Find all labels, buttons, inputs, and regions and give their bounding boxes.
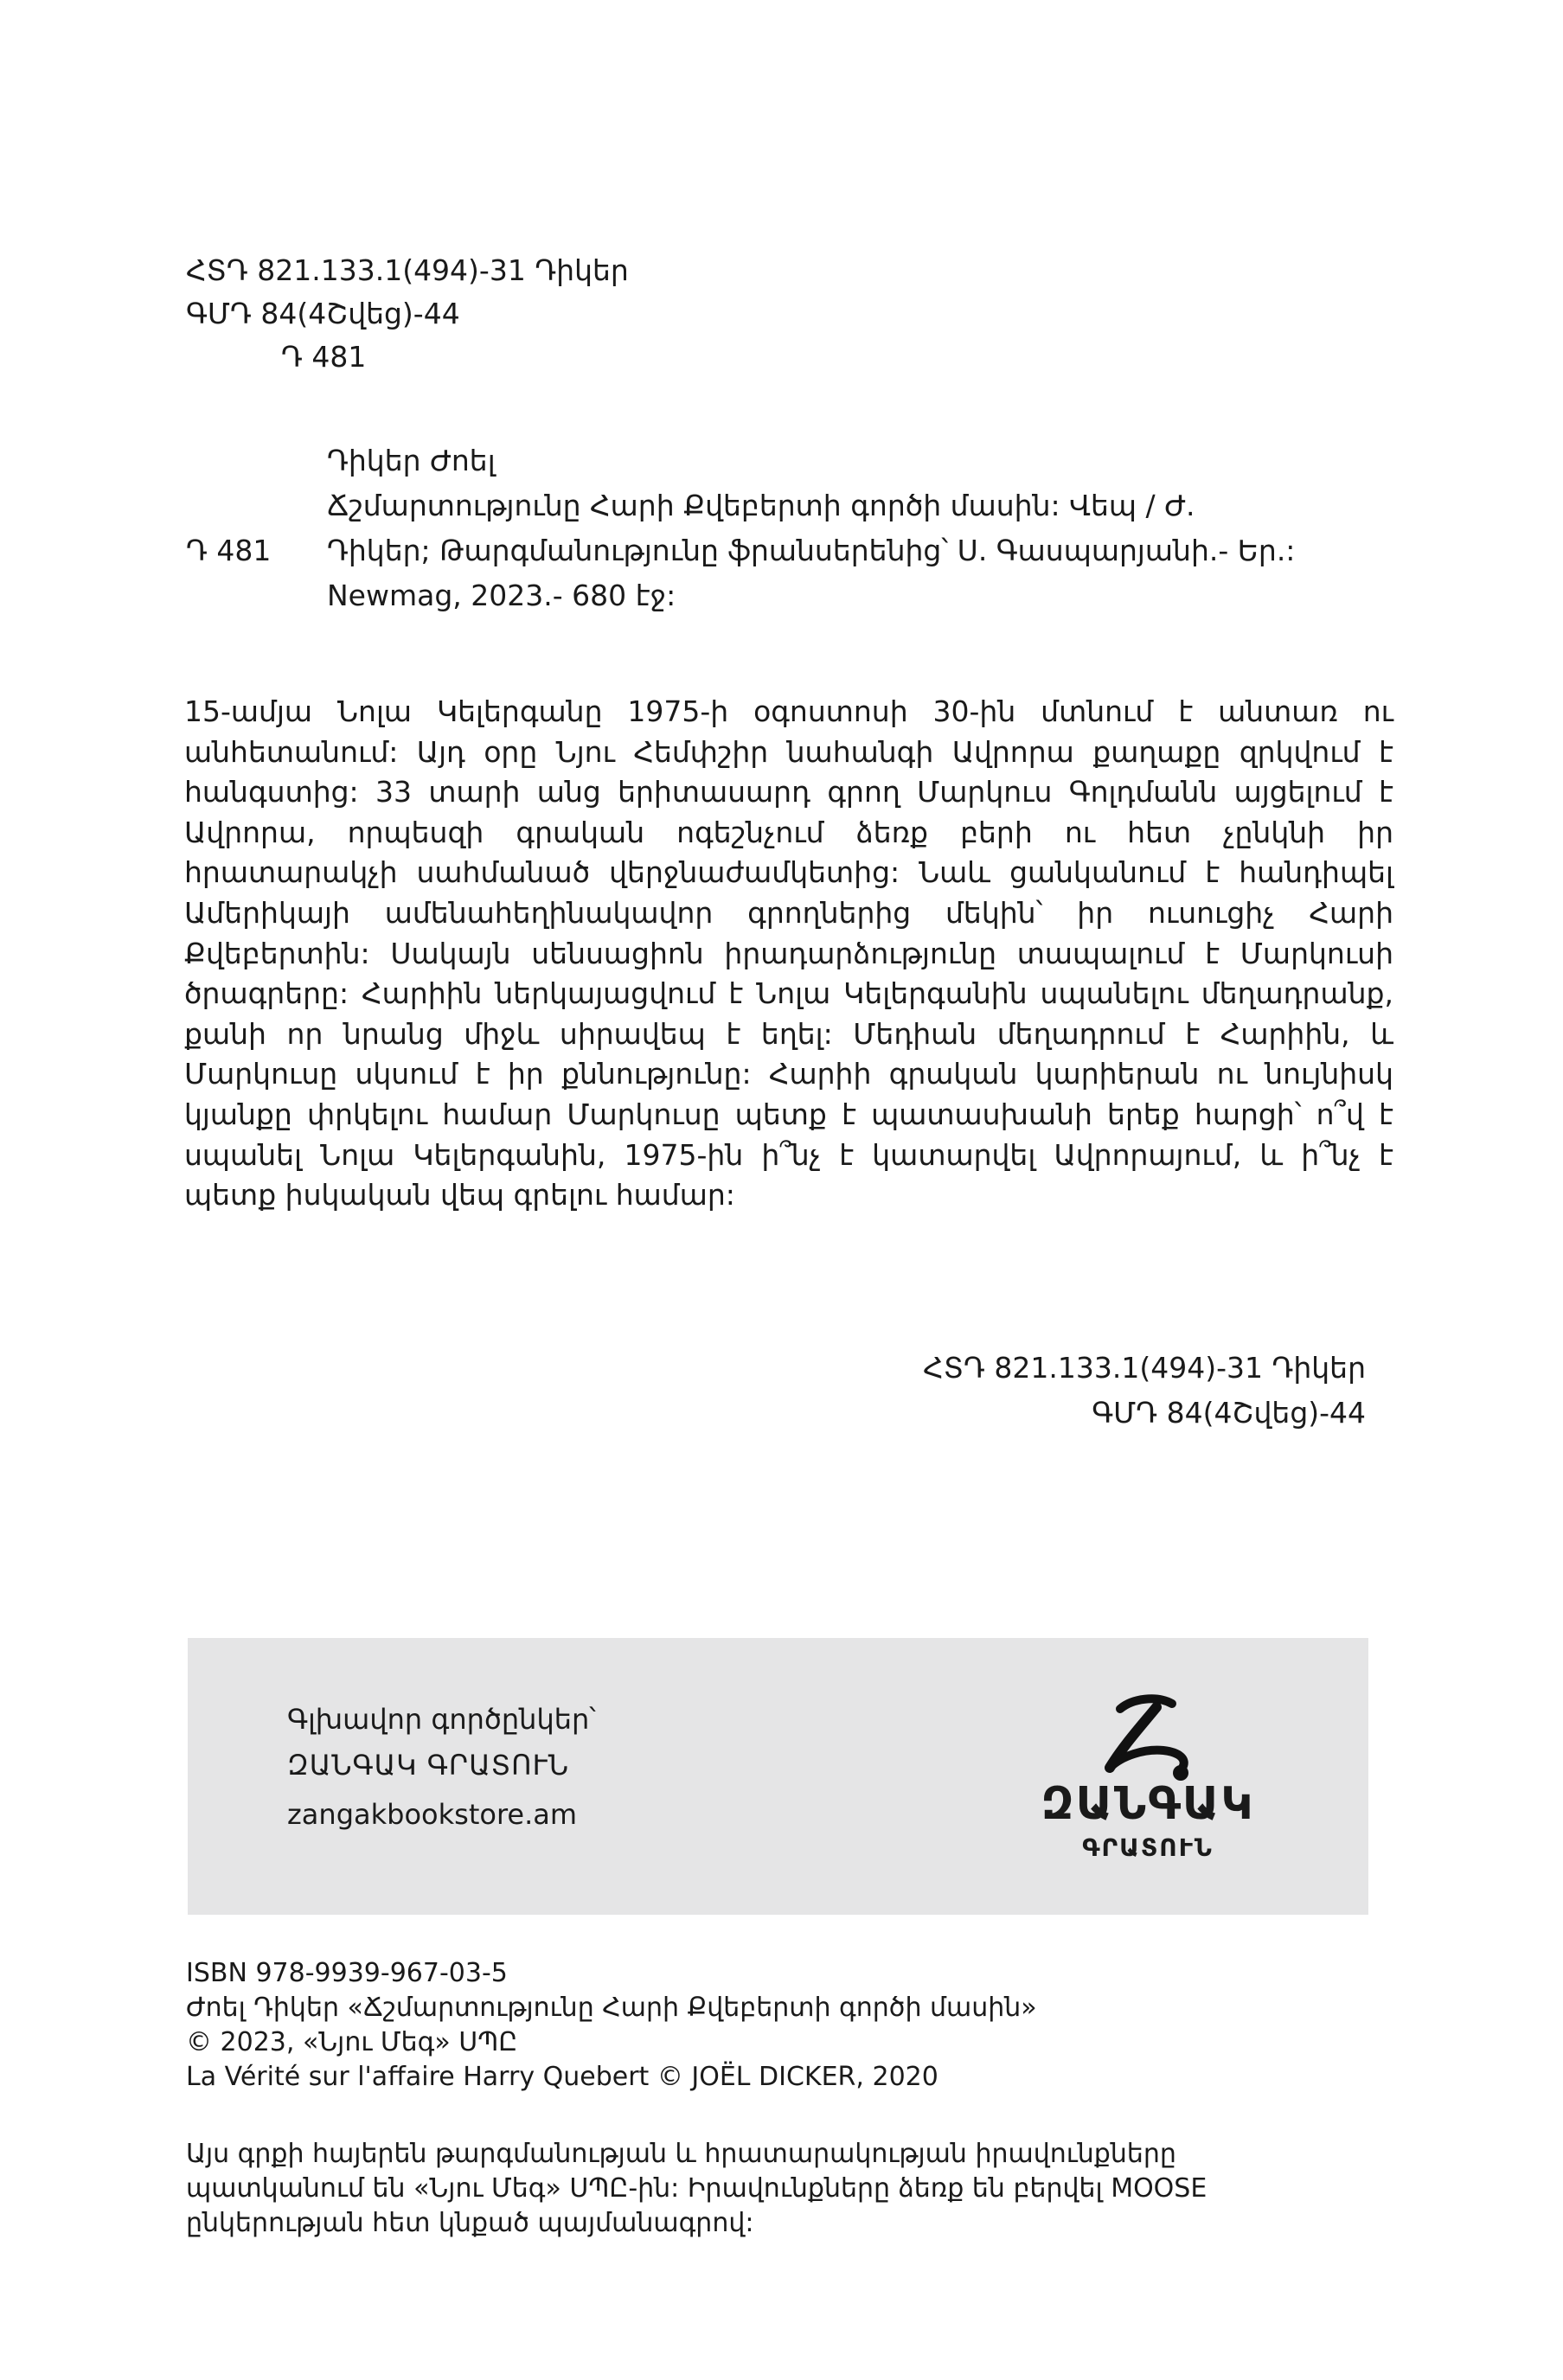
logo-subtitle: ԳՐԱՏՈՒՆ: [1082, 1833, 1214, 1862]
partner-url[interactable]: zangakbookstore.am: [287, 1798, 578, 1831]
catalog-imprint: Newmag, 2023.- 680 էջ:: [327, 579, 676, 612]
publisher-partner-box: [188, 1638, 1368, 1915]
bbk-code: ԳՄԴ 84(4Շվեց)-44: [186, 297, 460, 330]
rights-notice: Այս գրքի հայերեն թարգմանության և հրատարակության իրավունքները պատկանում են «Նյու Մեգ» ՍՊԸ-ին: Իրավունքները ձեռք են բերվել MOOSE ընկերության հետ կնքած պայմանագրով:: [186, 2139, 1207, 2238]
copyright-armenian-title: Ժոել Դիկեր «Ճշմարտությունը Հարի Քվեբերտի գործի մասին»: [186, 1993, 1037, 2023]
copyright-publisher: © 2023, «Նյու Մեգ» ՍՊԸ: [186, 2027, 518, 2057]
udc-code: ՀՏԴ 821.133.1(494)-31 Դիկեր: [186, 253, 629, 287]
catalog-title: Ճշմարտությունը Հարի Քվեբերտի գործի մասին: Վեպ / Ժ.: [327, 489, 1195, 522]
author-mark: Դ 481: [281, 340, 367, 374]
catalog-author-mark: Դ 481: [186, 534, 272, 567]
logo-wordmark: ԶԱՆԳԱԿ: [1041, 1778, 1255, 1830]
catalog-translation: Դիկեր; Թարգմանությունը ֆրանսերենից՝ Ս. Գասպարյանի.- Եր.:: [327, 534, 1296, 567]
bbk-code-right: ԳՄԴ 84(4Շվեց)-44: [1092, 1396, 1366, 1430]
isbn: ISBN 978-9939-967-03-5: [186, 1958, 508, 1988]
catalog-author: Դիկեր Ժոել: [327, 444, 496, 477]
book-abstract: 15-ամյա Նոլա Կելերգանը 1975-ի օգոստոսի 30-ին մտնում է անտառ ու անհետանում: Այդ օրը Նյու Հեմփշիր նահանգի Ավրորա քաղաքը զրկվում է հանգստից: 33 տարի անց երիտասարդ գրող Մարկուս Գոլդմանն այցելում է Ավրորա, որպեսզի գրական ոգեշնչում ձեռք բերի ու հետ չընկնի իր հրատարակչի սահմանած վերջնաժամկետից: Նաև ցանկանում է հանդիպել Ամերիկայի ամենաhեղինակավոր գրողներից մեկին՝ իր ուսուցիչ Հարի Քվեբերտին: Սակայն սենսացիոն իրադարձությունը տապալում է Մարկուսի ծրագրերը: Հարիին ներկայացվում է Նոլա Կելերգանին սպանելու մեղադրանք, քանի որ նրանց միջև սիրավեպ է եղել: Մեդիան մեղադրում է Հարիին, և Մարկուսը սկսում է իր քննությունը: Հարիի գրական կարիերան ու նույնիսկ կյանքը փրկելու համար Մարկուսը պետք է պատասխանի երեք հարցի՝ ո՞վ է սպանել Նոլա Կելերգանին, 1975-ին ի՞նչ է կատարվել Ավրորայում, և ի՞նչ է պետք իսկական վեպ գրելու համար:: [184, 694, 1393, 1212]
partner-name: ԶԱՆԳԱԿ ԳՐԱՏՈՒՆ: [287, 1749, 570, 1782]
partner-label: Գլխավոր գործընկեր՝: [287, 1703, 596, 1736]
udc-code-right: ՀՏԴ 821.133.1(494)-31 Դիկեր: [923, 1351, 1366, 1385]
copyright-original: La Vérité sur l'affaire Harry Quebert © JOËL DICKER, 2020: [186, 2062, 938, 2092]
